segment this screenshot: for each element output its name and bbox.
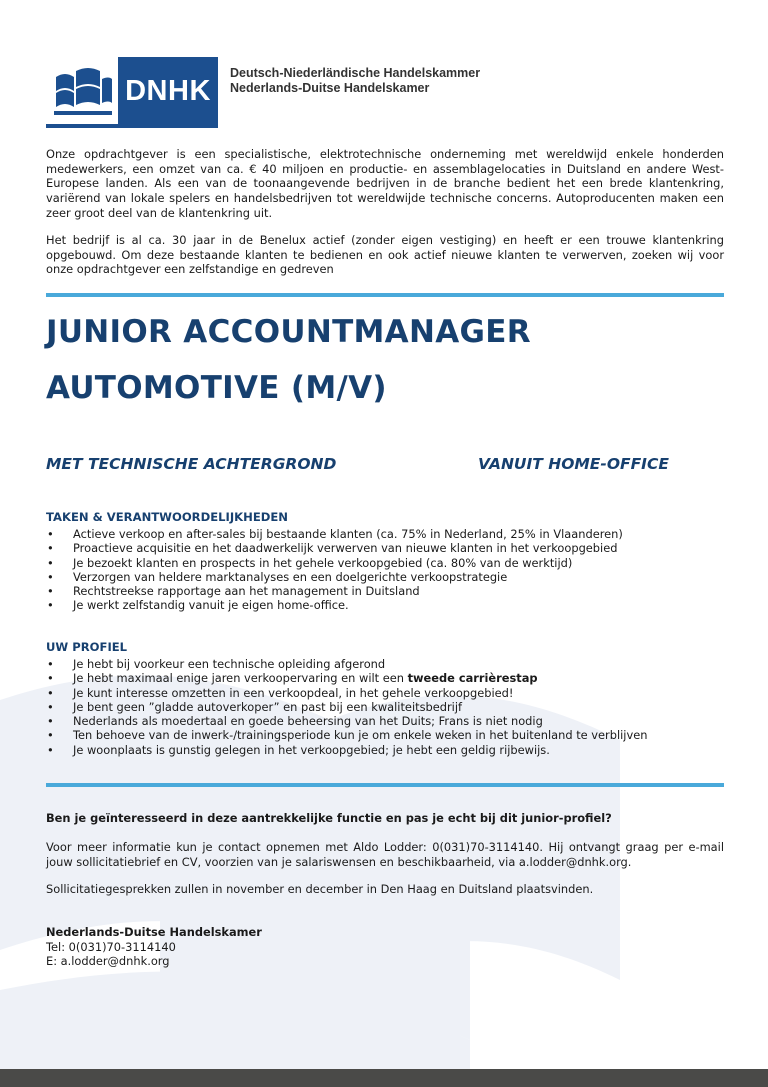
job-title-line-1: JUNIOR ACCOUNTMANAGER (46, 314, 531, 350)
dnhk-logo (46, 57, 218, 125)
job-title-line-2: AUTOMOTIVE (M/V) (46, 370, 387, 406)
job-subtitle-right: VANUIT HOME-OFFICE (478, 455, 669, 473)
list-item: • Proactieve acquisitie en het daadwerkelijk verwerven van nieuwe klanten in het verkoopgebied (46, 541, 724, 555)
list-item-emphasis: tweede carrièrestap (407, 671, 538, 686)
intro-paragraph-2: Het bedrijf is al ca. 30 jaar in de Benelux actief (zonder eigen vestiging) en heeft er een trouwe klantenkring opgebouwd. Om deze bestaande klanten te bedienen en ook actief nieuwe klanten te verwerven, zoeken wij voor onze opdrachtgever een zelfstandige en gedreven (46, 233, 724, 277)
list-item: • Je kunt interesse omzetten in een verkoopdeal, in het gehele verkoopgebied! (46, 686, 724, 700)
closing-question: Ben je geïnteresseerd in deze aantrekkelijke functie en pas je echt bij dit junior-profiel? (46, 811, 612, 825)
list-item: • Verzorgen van heldere marktanalyses en een doelgerichte verkoopstrategie (46, 570, 724, 584)
intro-paragraph-1: Onze opdrachtgever is een specialistische, elektrotechnische onderneming met wereldwijd enkele honderden medewerkers, een omzet van ca. € 40 miljoen en productie- en assemblagelocaties in Duitsland en andere West-Europese landen. Als een van de toonaangevende bedrijven in de branche bedient het een brede klantenkring, variërend van lokale spelers en handelsbedrijven tot wereldwijde technische concerns. Autoproducenten maken een zeer groot deel van de klantenkring uit. (46, 147, 724, 220)
contact-phone: Tel: 0(031)70-3114140 (46, 939, 176, 954)
profile-list (46, 657, 724, 757)
list-item: • Rechtstreekse rapportage aan het management in Duitsland (46, 584, 724, 598)
logo-wordmark: DNHK (118, 57, 218, 125)
org-name-nl: Nederlands-Duitse Handelskamer (230, 81, 430, 95)
divider-bottom (46, 783, 724, 787)
contact-info-paragraph: Voor meer informatie kun je contact opnemen met Aldo Lodder: 0(031)70-3114140. Hij ontvangt graag per e-mail jouw sollicitatiebrief en CV, voorzien van je salariswensen en beschikbaarheid, via a.lodder@dnhk.org. (46, 840, 724, 869)
contact-block (46, 925, 262, 969)
divider-top (46, 293, 724, 297)
tasks-list (46, 527, 724, 613)
org-name-de: Deutsch-Niederländische Handelskammer (230, 66, 481, 80)
list-item: • Je hebt bij voorkeur een technische opleiding afgerond (46, 657, 724, 671)
contact-name: Nederlands-Duitse Handelskamer (46, 925, 262, 939)
interviews-paragraph: Sollicitatiegesprekken zullen in november en december in Den Haag en Duitsland plaatsvinden. (46, 882, 594, 896)
list-item-text: Je hebt maximaal enige jaren verkoopervaring en wilt een (73, 671, 408, 686)
logo-underline (46, 124, 218, 128)
org-names (230, 66, 480, 96)
list-item: • Je woonplaats is gunstig gelegen in het verkoopgebied; je hebt een geldig rijbewijs. (46, 743, 724, 757)
list-item: • Je bezoekt klanten en prospects in het gehele verkoopgebied (ca. 80% van de werktijd) (46, 556, 724, 570)
list-item: • Actieve verkoop en after-sales bij bestaande klanten (ca. 75% in Nederland, 25% in Vlaanderen) (46, 527, 724, 541)
contact-email: E: a.lodder@dnhk.org (46, 954, 170, 968)
ship-logo-icon (46, 57, 118, 125)
list-item: • Nederlands als moedertaal en goede beheersing van het Duits; Frans is niet nodig (46, 714, 724, 728)
list-item: • Je werkt zelfstandig vanuit je eigen home-office. (46, 598, 724, 612)
tasks-heading: TAKEN & VERANTWOORDELIJKHEDEN (46, 510, 289, 524)
list-item: • Je bent geen ”gladde autoverkoper” en past bij een kwaliteitsbedrijf (46, 700, 724, 714)
list-item: • Ten behoeve van de inwerk-/trainingsperiode kun je om enkele weken in het buitenland te verblijven (46, 728, 724, 742)
job-subtitle-left: MET TECHNISCHE ACHTERGROND (46, 455, 337, 473)
list-item (46, 671, 724, 685)
profile-heading: UW PROFIEL (46, 640, 128, 654)
